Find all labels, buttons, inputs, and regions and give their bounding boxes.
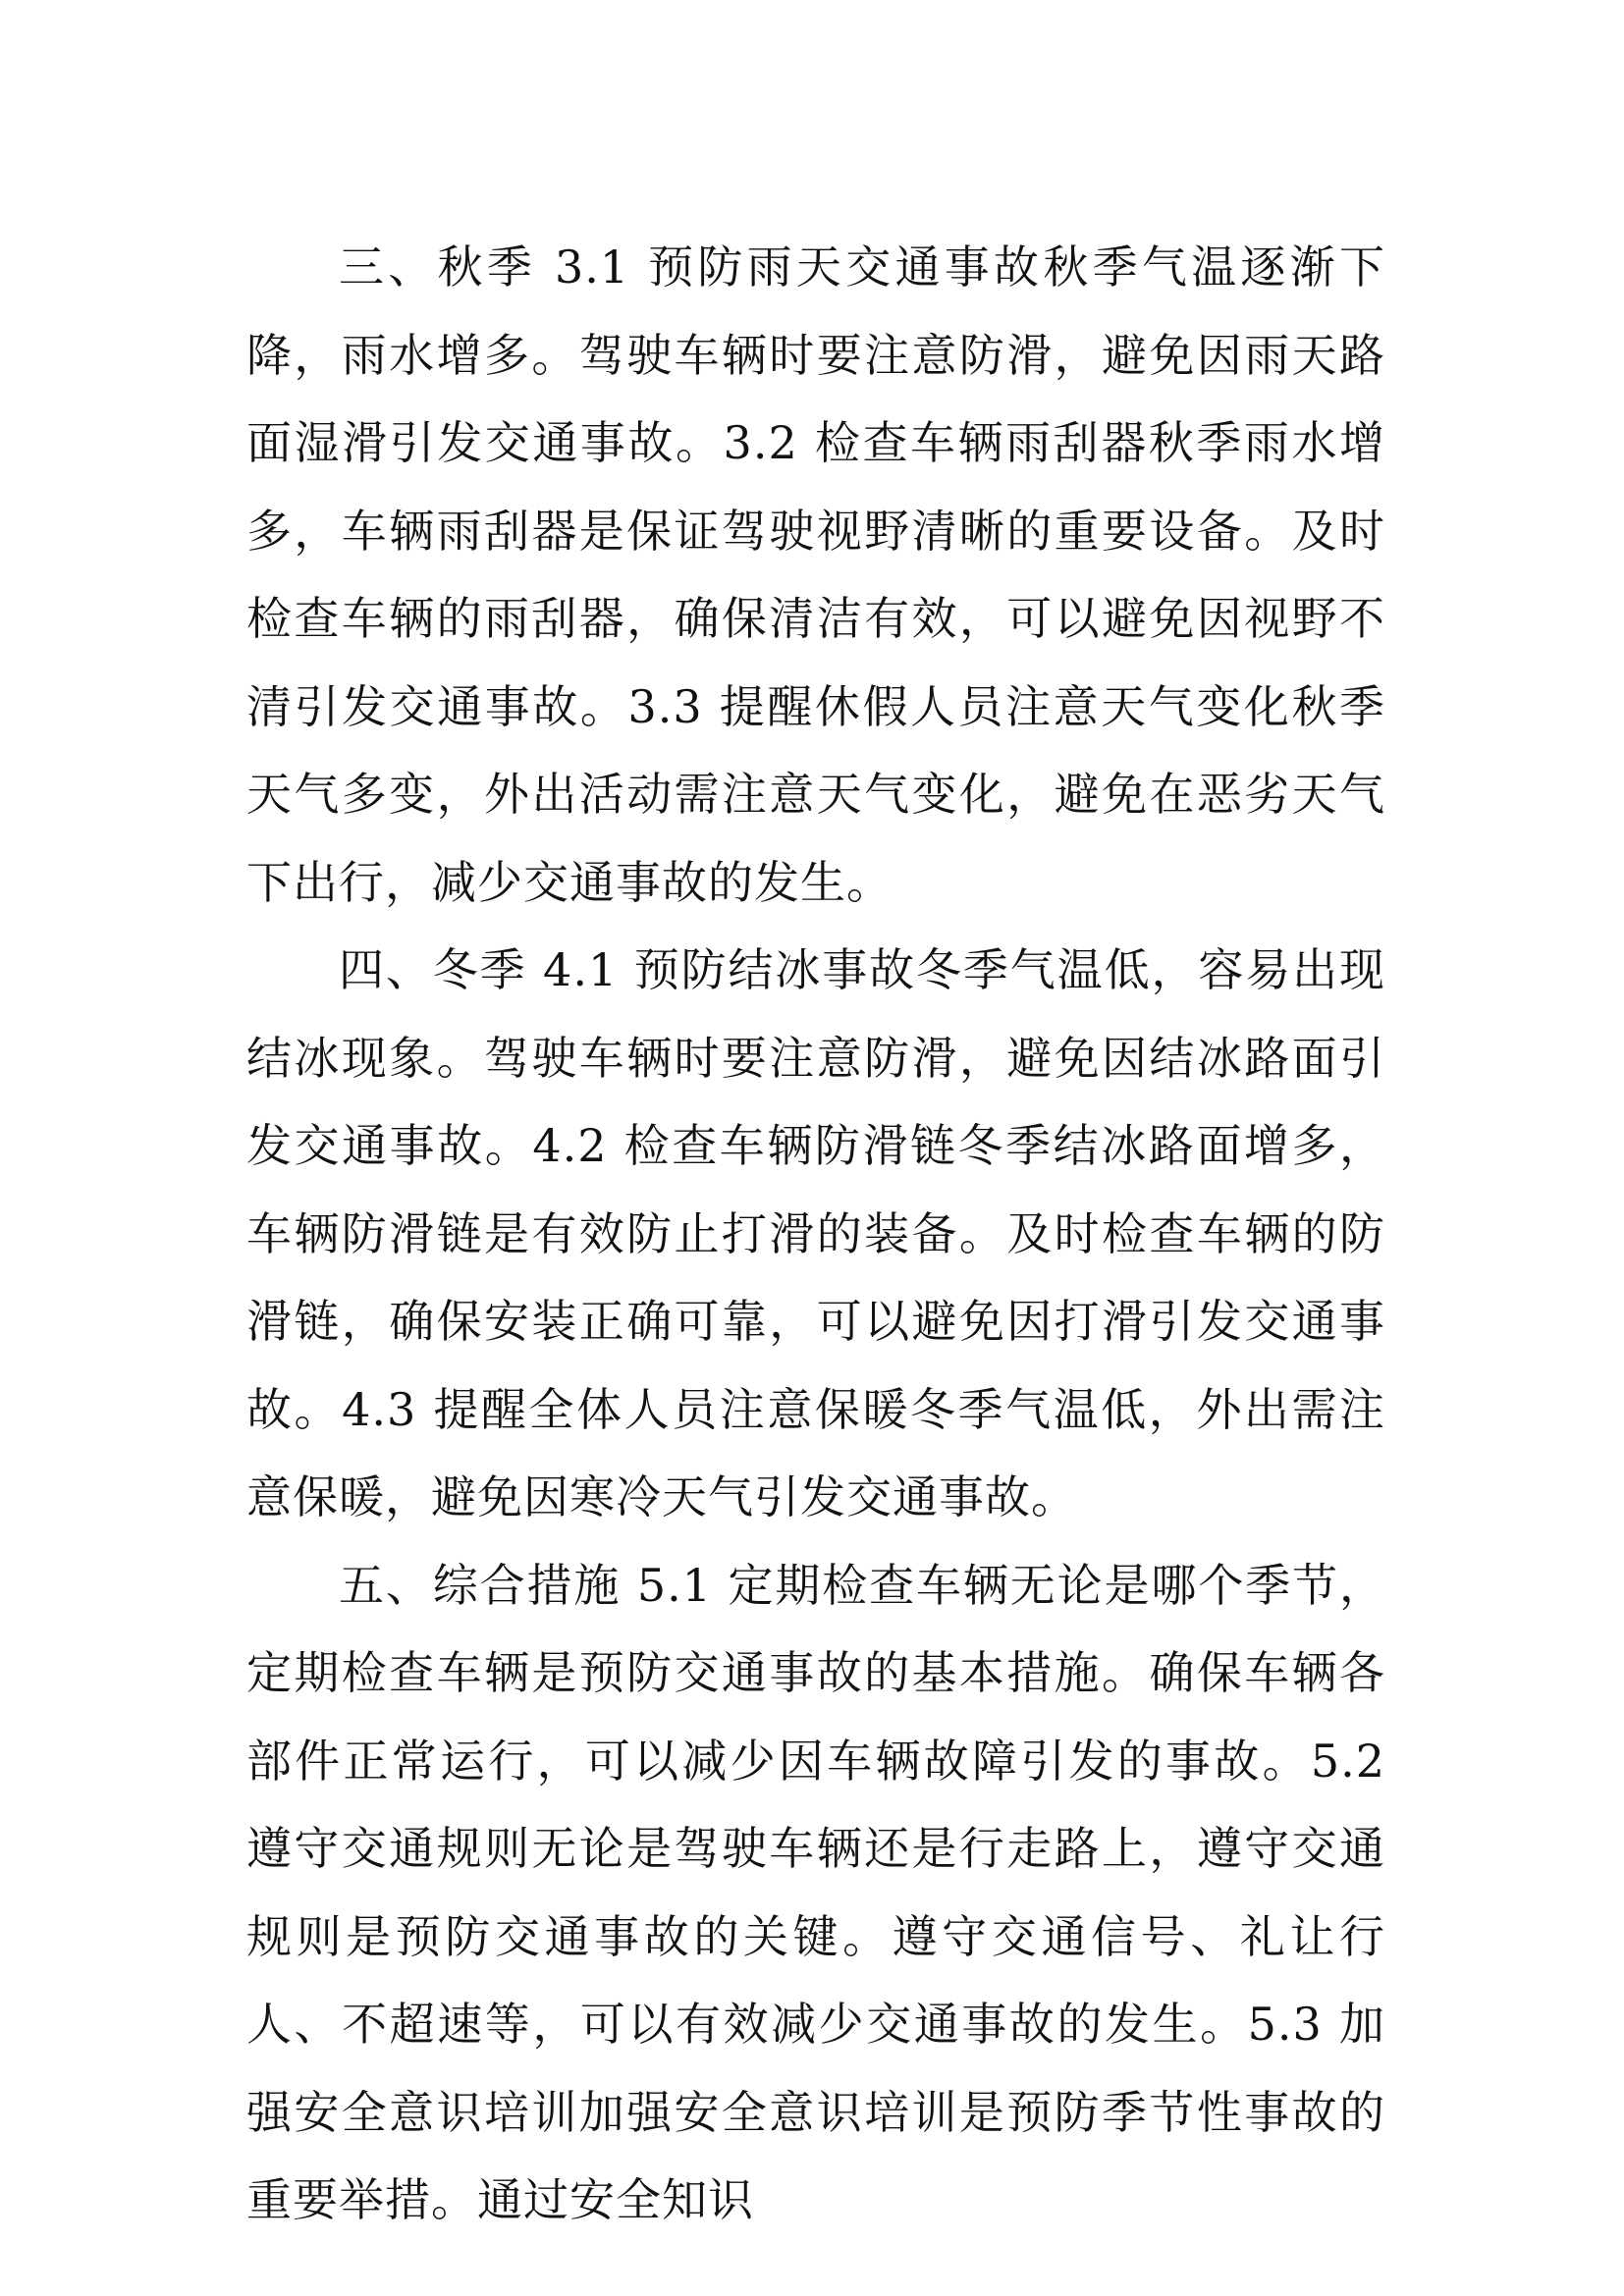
document-body (246, 224, 1385, 2245)
paragraph-comprehensive-measures: 五、综合措施 5.1 定期检查车辆无论是哪个季节，定期检查车辆是预防交通事故的基本措施。确保车辆各部件正常运行，可以减少因车辆故障引发的事故。5.2 遵守交通规则无论是驾驶车辆还是行走路上，遵守交通规则是预防交通事故的关键。遵守交通信号、礼让行人、不超速等，可以有效减少交通事故的发生。5.3 加强安全意识培训加强安全意识培训是预防季节性事故的重要举措。通过安全知识 (246, 1558, 1385, 2226)
paragraph-autumn: 三、秋季 3.1 预防雨天交通事故秋季气温逐渐下降，雨水增多。驾驶车辆时要注意防滑，避免因雨天路面湿滑引发交通事故。3.2 检查车辆雨刮器秋季雨水增多，车辆雨刮器是保证驾驶视野清晰的重要设备。及时检查车辆的雨刮器，确保清洁有效，可以避免因视野不清引发交通事故。3.3 提醒休假人员注意天气变化秋季天气多变，外出活动需注意天气变化，避免在恶劣天气下出行，减少交通事故的发生。 (246, 240, 1385, 909)
paragraph-winter: 四、冬季 4.1 预防结冰事故冬季气温低，容易出现结冰现象。驾驶车辆时要注意防滑，避免因结冰路面引发交通事故。4.2 检查车辆防滑链冬季结冰路面增多，车辆防滑链是有效防止打滑的装备。及时检查车辆的防滑链，确保安装正确可靠，可以避免因打滑引发交通事故。4.3 提醒全体人员注意保暖冬季气温低，外出需注意保暖，避免因寒冷天气引发交通事故。 (246, 943, 1385, 1523)
